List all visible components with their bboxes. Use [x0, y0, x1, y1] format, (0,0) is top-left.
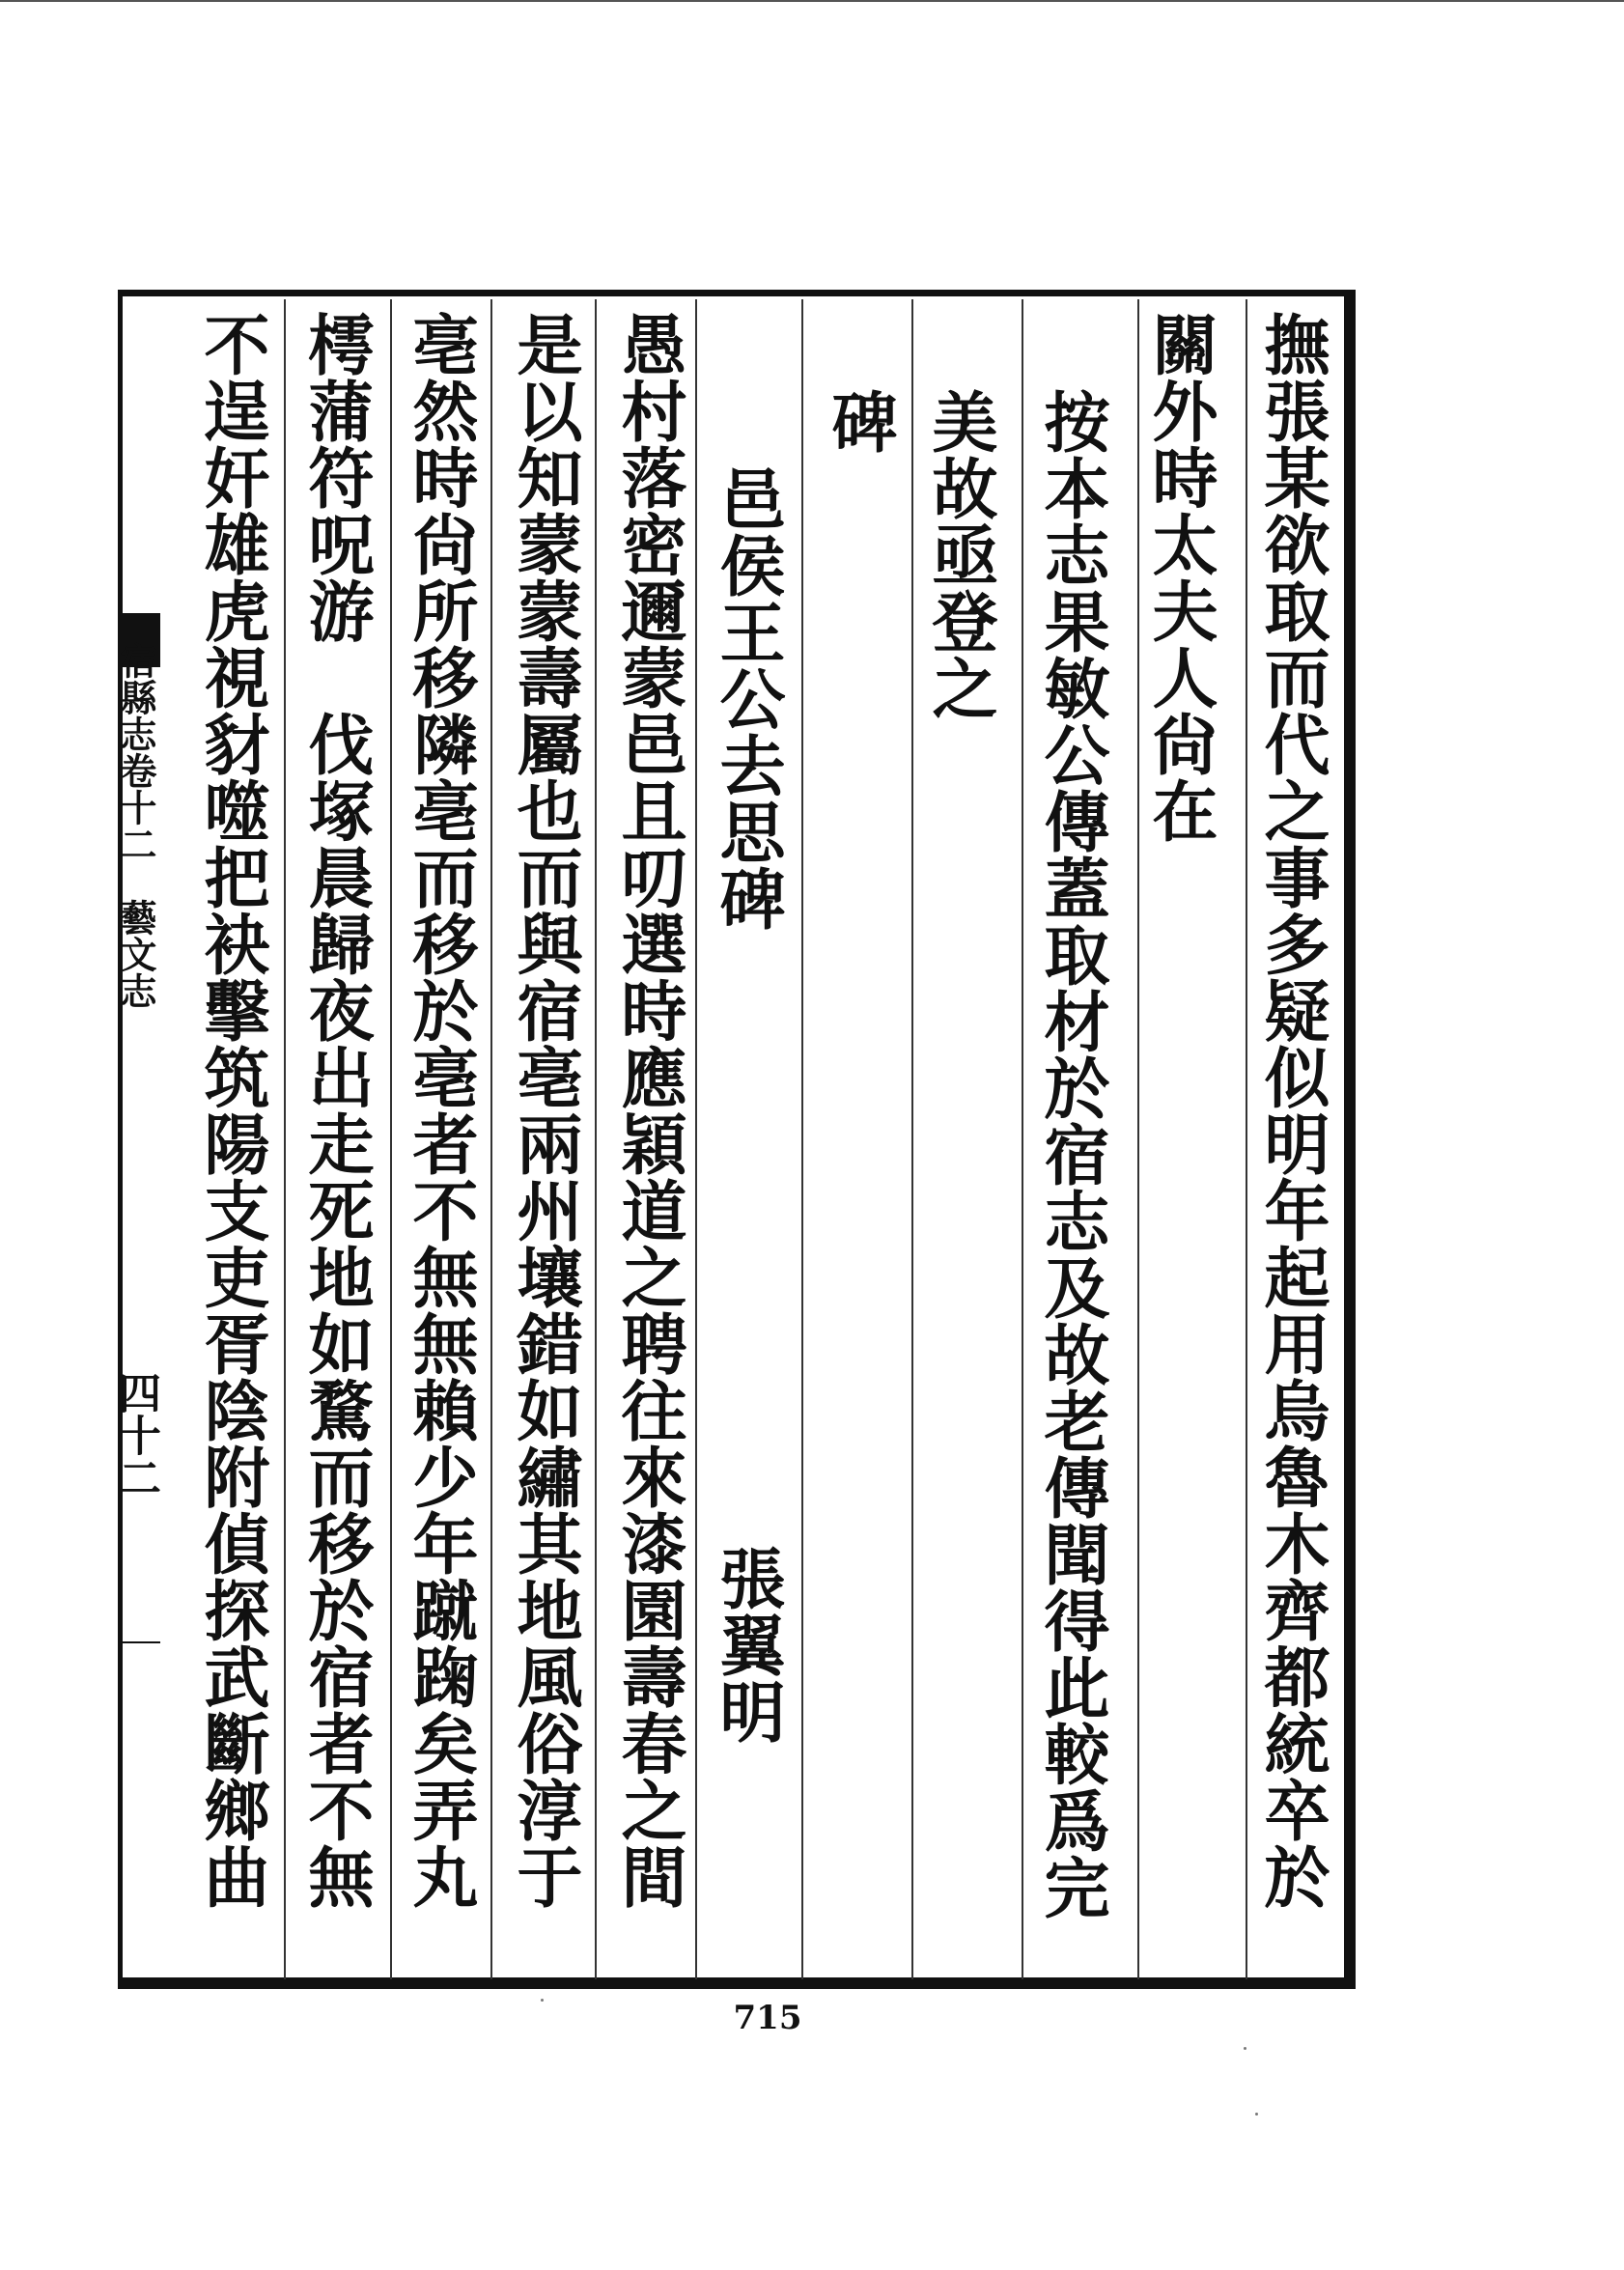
fishtail-mark-bottom — [118, 1641, 160, 1643]
article-title: 邑侯王公去思碑 — [709, 465, 786, 932]
gutter-title: 宿縣志卷十二 藝文志 — [114, 642, 157, 1009]
text-column-9: 樗蒲符呪游 伐塚晨歸夜出走死地如騖而移於宿者不無 — [297, 311, 375, 1910]
column-rule — [595, 299, 597, 1979]
page-number: 715 — [733, 1999, 802, 2037]
column-rule — [1246, 299, 1247, 1979]
speck — [1244, 2047, 1246, 2050]
gutter-leaf-number: 四十二 — [111, 1371, 160, 1499]
text-column-4: 美故亟登之 — [921, 388, 998, 721]
column-rule — [801, 299, 803, 1979]
column-rule — [695, 299, 697, 1979]
column-rule — [911, 299, 913, 1979]
text-column-10: 不逞奸雄虎視豺噬把袂擊筑陽支吏胥陰附偵探武斷鄉曲 — [193, 311, 270, 1910]
text-column-3: 按本志果敏公傳蓋取材於宿志及故老傳聞得此較爲完 — [1033, 388, 1110, 1920]
section-heading: 碑 — [821, 388, 898, 455]
text-column-2: 關外時太夫人尙在 — [1141, 311, 1218, 844]
text-column-1: 撫張某欲取而代之事多疑似明年起用烏魯木齊都統卒於 — [1253, 311, 1330, 1910]
speck — [1255, 2113, 1258, 2116]
column-rule — [1022, 299, 1023, 1979]
speck — [541, 1999, 544, 2002]
text-column-6: 愚村落密邇蒙邑且叨選時應穎道之聘往來漆園壽春之間 — [610, 311, 687, 1910]
text-column-7: 是以知蒙蒙壽屬也而與宿亳兩州壤錯如繡其地風俗淳于 — [506, 311, 583, 1910]
text-column-8: 亳然時尙所移隣亳而移於亳者不無無賴少年蹴踘矣弄丸 — [402, 311, 479, 1910]
column-rule — [390, 299, 392, 1979]
column-rule — [284, 299, 286, 1979]
column-rule — [490, 299, 492, 1979]
article-author: 張翼明 — [709, 1545, 786, 1745]
column-rule — [1137, 299, 1139, 1979]
top-rule — [0, 0, 1624, 2]
